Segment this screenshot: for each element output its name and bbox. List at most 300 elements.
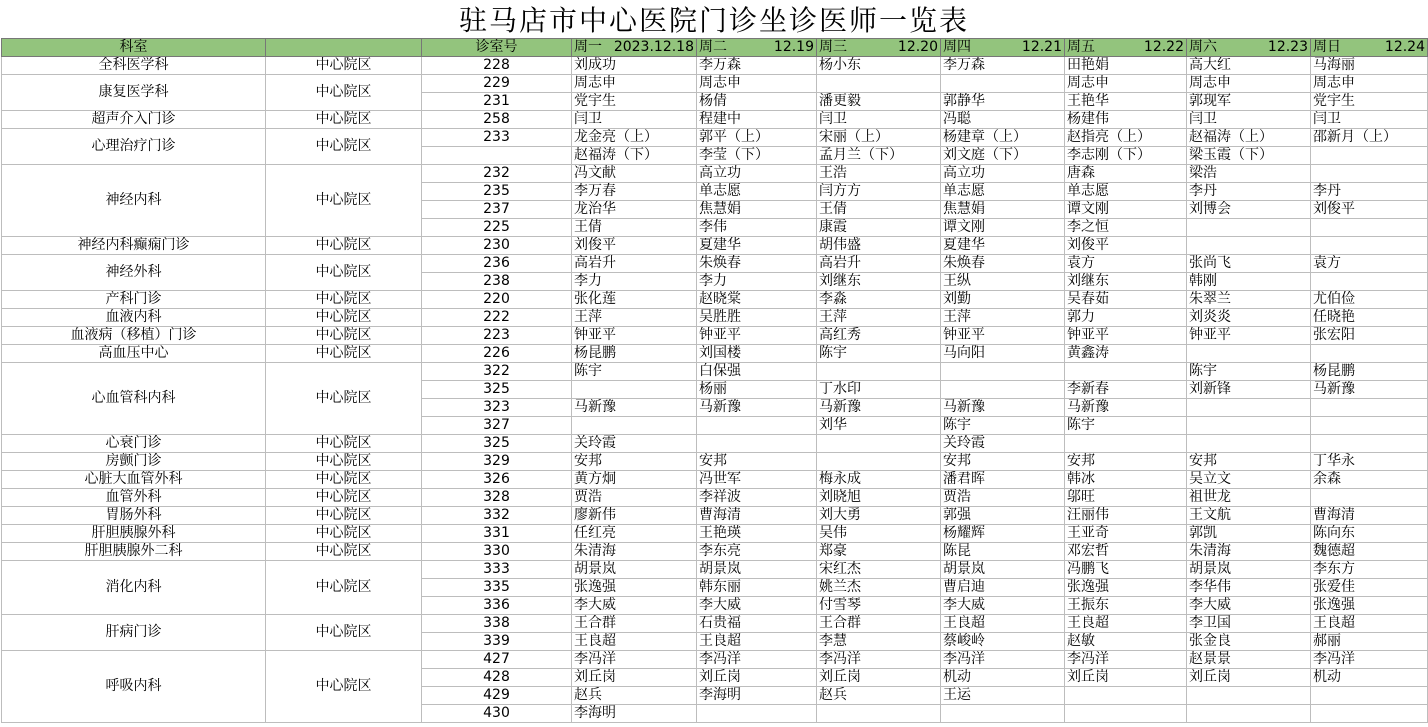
doctor-cell: 魏德超 (1311, 543, 1428, 561)
dept-cell: 血液内科 (2, 309, 266, 327)
doctor-cell: 李力 (697, 273, 817, 291)
doctor-cell: 机动 (941, 669, 1065, 687)
doctor-cell: 赵敏 (1065, 633, 1187, 651)
doctor-cell: 杨昆鹏 (572, 345, 697, 363)
doctor-cell: 高岩升 (572, 255, 697, 273)
doctor-cell: 陈宇 (572, 363, 697, 381)
doctor-cell: 马新豫 (941, 399, 1065, 417)
header-dept: 科室 (2, 39, 266, 57)
room-cell: 231 (422, 93, 572, 111)
room-cell: 230 (422, 237, 572, 255)
doctor-cell: 刘晓旭 (817, 489, 941, 507)
doctor-cell: 党宇生 (572, 93, 697, 111)
doctor-cell: 龙治华 (572, 201, 697, 219)
doctor-cell: 邬旺 (1065, 489, 1187, 507)
room-cell: 325 (422, 381, 572, 399)
doctor-cell: 吴春茹 (1065, 291, 1187, 309)
doctor-cell: 安邦 (1187, 453, 1311, 471)
doctor-cell: 祖世龙 (1187, 489, 1311, 507)
doctor-cell: 郭静华 (941, 93, 1065, 111)
doctor-cell: 刘炎炎 (1187, 309, 1311, 327)
table-row (2, 237, 1428, 255)
doctor-cell: 尤伯俭 (1311, 291, 1428, 309)
room-cell: 430 (422, 705, 572, 723)
header-day (697, 39, 817, 57)
room-cell: 220 (422, 291, 572, 309)
doctor-cell: 马向阳 (941, 345, 1065, 363)
doctor-cell: 贾浩 (572, 489, 697, 507)
doctor-cell: 王倩 (817, 201, 941, 219)
doctor-cell: 汪丽伟 (1065, 507, 1187, 525)
doctor-cell: 胡景岚 (697, 561, 817, 579)
doctor-cell (1065, 435, 1187, 453)
doctor-cell: 蔡峻岭 (941, 633, 1065, 651)
schedule-table (1, 38, 1428, 723)
doctor-cell: 李莹（下） (697, 147, 817, 165)
doctor-cell: 袁方 (1311, 255, 1428, 273)
dept-cell: 高血压中心 (2, 345, 266, 363)
doctor-cell: 闫卫 (572, 111, 697, 129)
doctor-cell: 刘新锋 (1187, 381, 1311, 399)
doctor-cell (817, 435, 941, 453)
doctor-cell (1311, 273, 1428, 291)
table-row (2, 75, 1428, 93)
doctor-cell (1311, 345, 1428, 363)
room-cell: 333 (422, 561, 572, 579)
doctor-cell: 王振东 (1065, 597, 1187, 615)
doctor-cell: 李万春 (572, 183, 697, 201)
doctor-cell: 赵景景 (1187, 651, 1311, 669)
room-cell: 338 (422, 615, 572, 633)
room-cell: 427 (422, 651, 572, 669)
dept-cell: 房颤门诊 (2, 453, 266, 471)
area-cell: 中心院区 (266, 129, 422, 165)
room-cell: 235 (422, 183, 572, 201)
doctor-cell (1187, 345, 1311, 363)
doctor-cell (1311, 399, 1428, 417)
doctor-cell: 朱清海 (572, 543, 697, 561)
room-cell: 238 (422, 273, 572, 291)
doctor-cell: 李新春 (1065, 381, 1187, 399)
doctor-cell: 周志申 (1311, 75, 1428, 93)
doctor-cell: 钟亚平 (1187, 327, 1311, 345)
doctor-cell: 付雪琴 (817, 597, 941, 615)
dept-cell: 肝胆胰腺外科 (2, 525, 266, 543)
day-date: 12.20 (897, 39, 938, 55)
doctor-cell (1311, 705, 1428, 723)
doctor-cell: 韩东丽 (697, 579, 817, 597)
doctor-cell: 曹海清 (1311, 507, 1428, 525)
page-title: 驻马店市中心医院门诊坐诊医师一览表 (458, 4, 969, 37)
table-row (2, 345, 1428, 363)
doctor-cell: 黄方炯 (572, 471, 697, 489)
doctor-cell: 王合群 (572, 615, 697, 633)
doctor-cell (941, 705, 1065, 723)
room-cell: 236 (422, 255, 572, 273)
doctor-cell: 郝丽 (1311, 633, 1428, 651)
doctor-cell: 钟亚平 (1065, 327, 1187, 345)
doctor-cell: 李大威 (697, 597, 817, 615)
area-cell: 中心院区 (266, 255, 422, 291)
doctor-cell: 单志愿 (941, 183, 1065, 201)
room-cell: 328 (422, 489, 572, 507)
table-row (2, 543, 1428, 561)
doctor-cell: 关玲霞 (941, 435, 1065, 453)
doctor-cell: 张爱佳 (1311, 579, 1428, 597)
doctor-cell: 李慧 (817, 633, 941, 651)
doctor-cell (1311, 147, 1428, 165)
doctor-cell: 韩冰 (1065, 471, 1187, 489)
doctor-cell: 赵晓棠 (697, 291, 817, 309)
day-date: 12.22 (1143, 39, 1184, 55)
doctor-cell (1311, 435, 1428, 453)
table-row (2, 309, 1428, 327)
doctor-cell: 钟亚平 (941, 327, 1065, 345)
dept-cell: 全科医学科 (2, 57, 266, 75)
doctor-cell: 廖新伟 (572, 507, 697, 525)
doctor-cell: 赵福涛（下） (572, 147, 697, 165)
dept-cell: 消化内科 (2, 561, 266, 615)
doctor-cell: 谭文刚 (941, 219, 1065, 237)
doctor-cell: 焦慧娟 (941, 201, 1065, 219)
doctor-cell: 张金良 (1187, 633, 1311, 651)
doctor-cell: 高大红 (1187, 57, 1311, 75)
doctor-cell: 王浩 (817, 165, 941, 183)
doctor-cell (1065, 363, 1187, 381)
doctor-cell: 潘更毅 (817, 93, 941, 111)
doctor-cell (817, 363, 941, 381)
doctor-cell: 闫方方 (817, 183, 941, 201)
table-row (2, 327, 1428, 345)
dept-cell: 产科门诊 (2, 291, 266, 309)
doctor-cell: 李之恒 (1065, 219, 1187, 237)
doctor-cell: 石贵福 (697, 615, 817, 633)
header-day (1311, 39, 1428, 57)
doctor-cell: 杨倩 (697, 93, 817, 111)
dept-cell: 神经外科 (2, 255, 266, 291)
doctor-cell: 赵兵 (817, 687, 941, 705)
doctor-cell: 单志愿 (697, 183, 817, 201)
doctor-cell: 张逸强 (1065, 579, 1187, 597)
doctor-cell: 张尚飞 (1187, 255, 1311, 273)
area-cell: 中心院区 (266, 471, 422, 489)
doctor-cell: 郑豪 (817, 543, 941, 561)
day-date: 12.19 (773, 39, 814, 55)
dept-cell: 胃肠外科 (2, 507, 266, 525)
doctor-cell (1065, 687, 1187, 705)
doctor-cell (1187, 219, 1311, 237)
doctor-cell: 李冯洋 (572, 651, 697, 669)
doctor-cell: 王合群 (817, 615, 941, 633)
area-cell: 中心院区 (266, 543, 422, 561)
table-row (2, 57, 1428, 75)
header-day (1187, 39, 1311, 57)
doctor-cell: 马新豫 (697, 399, 817, 417)
doctor-cell: 陈昆 (941, 543, 1065, 561)
room-cell: 322 (422, 363, 572, 381)
doctor-cell: 王艳瑛 (697, 525, 817, 543)
table-row (2, 255, 1428, 273)
dept-cell: 心衰门诊 (2, 435, 266, 453)
doctor-cell: 刘丘岗 (1065, 669, 1187, 687)
doctor-cell: 张宏阳 (1311, 327, 1428, 345)
area-cell: 中心院区 (266, 507, 422, 525)
doctor-cell: 刘华 (817, 417, 941, 435)
doctor-cell (1187, 687, 1311, 705)
doctor-cell: 高岩升 (817, 255, 941, 273)
day-name: 周四 (943, 39, 971, 55)
doctor-cell: 李华伟 (1187, 579, 1311, 597)
doctor-cell: 李志刚（下） (1065, 147, 1187, 165)
room-cell: 428 (422, 669, 572, 687)
doctor-cell: 刘国楼 (697, 345, 817, 363)
area-cell: 中心院区 (266, 291, 422, 309)
room-cell: 323 (422, 399, 572, 417)
doctor-cell: 李东亮 (697, 543, 817, 561)
dept-cell: 神经内科癫痫门诊 (2, 237, 266, 255)
room-cell: 336 (422, 597, 572, 615)
doctor-cell: 冯世军 (697, 471, 817, 489)
doctor-cell: 王良超 (1065, 615, 1187, 633)
doctor-cell (1187, 399, 1311, 417)
doctor-cell: 陈向东 (1311, 525, 1428, 543)
doctor-cell: 周志申 (1065, 75, 1187, 93)
room-cell: 325 (422, 435, 572, 453)
doctor-cell: 丁华永 (1311, 453, 1428, 471)
doctor-cell: 刘俊平 (1311, 201, 1428, 219)
doctor-cell: 谭文刚 (1065, 201, 1187, 219)
doctor-cell: 李冯洋 (941, 651, 1065, 669)
dept-cell: 血管外科 (2, 489, 266, 507)
doctor-cell: 刘勤 (941, 291, 1065, 309)
area-cell: 中心院区 (266, 363, 422, 435)
doctor-cell: 单志愿 (1065, 183, 1187, 201)
table-row (2, 471, 1428, 489)
doctor-cell: 王亚奇 (1065, 525, 1187, 543)
doctor-cell: 刘成功 (572, 57, 697, 75)
doctor-cell: 邵新月（上） (1311, 129, 1428, 147)
doctor-cell: 刘丘岗 (697, 669, 817, 687)
doctor-cell: 钟亚平 (572, 327, 697, 345)
doctor-cell: 袁方 (1065, 255, 1187, 273)
doctor-cell (1187, 417, 1311, 435)
room-cell: 331 (422, 525, 572, 543)
doctor-cell: 潘君晖 (941, 471, 1065, 489)
doctor-cell: 胡景岚 (1187, 561, 1311, 579)
doctor-cell: 夏建华 (941, 237, 1065, 255)
dept-cell: 血液病（移植）门诊 (2, 327, 266, 345)
doctor-cell: 李东方 (1311, 561, 1428, 579)
header-day (572, 39, 697, 57)
doctor-cell: 黄鑫涛 (1065, 345, 1187, 363)
area-cell: 中心院区 (266, 345, 422, 363)
dept-cell: 心脏大血管外科 (2, 471, 266, 489)
doctor-cell: 关玲霞 (572, 435, 697, 453)
header-area (266, 39, 422, 57)
doctor-cell: 李丹 (1187, 183, 1311, 201)
doctor-cell (1187, 435, 1311, 453)
doctor-cell: 朱清海 (1187, 543, 1311, 561)
doctor-cell: 陈宇 (941, 417, 1065, 435)
doctor-cell: 安邦 (941, 453, 1065, 471)
doctor-cell (1187, 705, 1311, 723)
doctor-cell: 康霞 (817, 219, 941, 237)
table-row (2, 507, 1428, 525)
doctor-cell (1311, 489, 1428, 507)
room-cell: 329 (422, 453, 572, 471)
area-cell: 中心院区 (266, 615, 422, 651)
doctor-cell: 郭凯 (1187, 525, 1311, 543)
doctor-cell (817, 75, 941, 93)
doctor-cell (697, 705, 817, 723)
area-cell: 中心院区 (266, 237, 422, 255)
doctor-cell: 梁玉霞（下） (1187, 147, 1311, 165)
doctor-cell: 郭强 (941, 507, 1065, 525)
room-cell: 223 (422, 327, 572, 345)
doctor-cell: 王良超 (941, 615, 1065, 633)
doctor-cell (697, 435, 817, 453)
doctor-cell: 王萍 (572, 309, 697, 327)
doctor-cell: 赵指亮（上） (1065, 129, 1187, 147)
doctor-cell: 田艳娟 (1065, 57, 1187, 75)
doctor-cell: 王萍 (941, 309, 1065, 327)
room-cell: 233 (422, 129, 572, 147)
doctor-cell: 梅永成 (817, 471, 941, 489)
doctor-cell: 杨建伟 (1065, 111, 1187, 129)
header-room: 诊室号 (422, 39, 572, 57)
dept-cell: 呼吸内科 (2, 651, 266, 723)
doctor-cell: 马海丽 (1311, 57, 1428, 75)
doctor-cell: 刘继东 (817, 273, 941, 291)
room-cell: 258 (422, 111, 572, 129)
doctor-cell: 王良超 (572, 633, 697, 651)
doctor-cell: 朱翠兰 (1187, 291, 1311, 309)
doctor-cell: 钟亚平 (697, 327, 817, 345)
doctor-cell: 郭力 (1065, 309, 1187, 327)
dept-cell: 康复医学科 (2, 75, 266, 111)
doctor-cell: 李大威 (1187, 597, 1311, 615)
doctor-cell: 王良超 (1311, 615, 1428, 633)
doctor-cell: 周志申 (697, 75, 817, 93)
day-name: 周五 (1067, 39, 1095, 55)
table-row (2, 291, 1428, 309)
room-cell: 222 (422, 309, 572, 327)
doctor-cell: 梁浩 (1187, 165, 1311, 183)
doctor-cell: 马新豫 (572, 399, 697, 417)
doctor-cell: 李大威 (941, 597, 1065, 615)
doctor-cell: 李大威 (572, 597, 697, 615)
doctor-cell: 李淼 (817, 291, 941, 309)
doctor-cell (697, 417, 817, 435)
doctor-cell: 杨耀辉 (941, 525, 1065, 543)
doctor-cell: 焦慧娟 (697, 201, 817, 219)
doctor-cell: 刘俊平 (572, 237, 697, 255)
doctor-cell: 丁水印 (817, 381, 941, 399)
table-row (2, 111, 1428, 129)
doctor-cell: 王运 (941, 687, 1065, 705)
room-cell: 429 (422, 687, 572, 705)
doctor-cell (817, 705, 941, 723)
doctor-cell: 机动 (1311, 669, 1428, 687)
room-cell: 228 (422, 57, 572, 75)
day-date: 12.21 (1021, 39, 1062, 55)
doctor-cell (817, 453, 941, 471)
day-name: 周六 (1189, 39, 1217, 55)
doctor-cell: 宋丽（上） (817, 129, 941, 147)
doctor-cell: 吴伟 (817, 525, 941, 543)
area-cell: 中心院区 (266, 525, 422, 543)
header-day (1065, 39, 1187, 57)
doctor-cell: 杨小东 (817, 57, 941, 75)
doctor-cell (1311, 219, 1428, 237)
doctor-cell: 张逸强 (1311, 597, 1428, 615)
area-cell: 中心院区 (266, 453, 422, 471)
doctor-cell: 邓宏哲 (1065, 543, 1187, 561)
room-cell (422, 147, 572, 165)
doctor-cell: 李卫国 (1187, 615, 1311, 633)
room-cell: 326 (422, 471, 572, 489)
doctor-cell: 李冯洋 (1311, 651, 1428, 669)
area-cell: 中心院区 (266, 165, 422, 237)
doctor-cell: 高立功 (697, 165, 817, 183)
area-cell: 中心院区 (266, 435, 422, 453)
doctor-cell: 夏建华 (697, 237, 817, 255)
doctor-cell: 姚兰杰 (817, 579, 941, 597)
doctor-cell (941, 381, 1065, 399)
doctor-cell: 孟月兰（下） (817, 147, 941, 165)
area-cell: 中心院区 (266, 75, 422, 111)
doctor-cell: 刘俊平 (1065, 237, 1187, 255)
dept-cell: 超声介入门诊 (2, 111, 266, 129)
day-name: 周二 (699, 39, 727, 55)
doctor-cell: 王艳华 (1065, 93, 1187, 111)
doctor-cell: 王纵 (941, 273, 1065, 291)
room-cell: 327 (422, 417, 572, 435)
doctor-cell (1311, 165, 1428, 183)
table-row (2, 615, 1428, 633)
doctor-cell: 安邦 (1065, 453, 1187, 471)
doctor-cell: 党宇生 (1311, 93, 1428, 111)
room-cell: 335 (422, 579, 572, 597)
room-cell: 226 (422, 345, 572, 363)
doctor-cell: 李万森 (697, 57, 817, 75)
doctor-cell (1311, 417, 1428, 435)
doctor-cell: 刘文庭（下） (941, 147, 1065, 165)
room-cell: 330 (422, 543, 572, 561)
doctor-cell: 朱焕春 (697, 255, 817, 273)
room-cell: 225 (422, 219, 572, 237)
doctor-cell: 张化莲 (572, 291, 697, 309)
doctor-cell: 杨丽 (697, 381, 817, 399)
doctor-cell: 冯鹏飞 (1065, 561, 1187, 579)
room-cell: 229 (422, 75, 572, 93)
doctor-cell (1311, 237, 1428, 255)
doctor-cell: 朱焕春 (941, 255, 1065, 273)
doctor-cell: 贾浩 (941, 489, 1065, 507)
room-cell: 339 (422, 633, 572, 651)
doctor-cell: 宋红杰 (817, 561, 941, 579)
doctor-cell: 胡景岚 (941, 561, 1065, 579)
dept-cell: 神经内科 (2, 165, 266, 237)
doctor-cell: 王萍 (817, 309, 941, 327)
area-cell: 中心院区 (266, 111, 422, 129)
table-row (2, 363, 1428, 381)
doctor-cell: 高红秀 (817, 327, 941, 345)
doctor-cell: 杨昆鹏 (1311, 363, 1428, 381)
area-cell: 中心院区 (266, 489, 422, 507)
area-cell: 中心院区 (266, 561, 422, 615)
room-cell: 332 (422, 507, 572, 525)
